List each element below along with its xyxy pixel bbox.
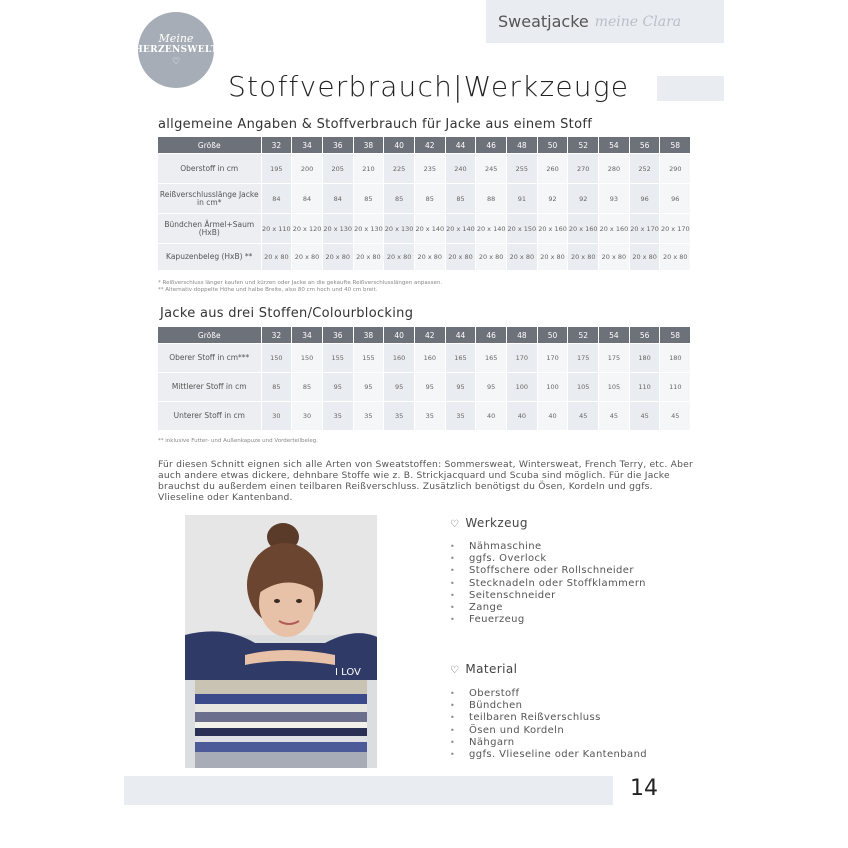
table-cell: 235: [414, 154, 445, 184]
footer-bar: [124, 776, 613, 805]
table-cell: 110: [660, 373, 691, 402]
list-item: • Nähgarn: [450, 737, 647, 749]
table-cell: 20 x 80: [445, 244, 476, 271]
table-cell: 20 x 160: [599, 214, 630, 244]
table-cell: 20 x 150: [507, 214, 538, 244]
size-column-header: 38: [353, 137, 384, 154]
table-cell: 100: [537, 373, 568, 402]
size-column-header: 36: [322, 137, 353, 154]
table-cell: 225: [384, 154, 415, 184]
table-cell: 95: [414, 373, 445, 402]
size-column-header: 50: [537, 137, 568, 154]
table-cell: 93: [599, 184, 630, 214]
fabric-table-colourblocking: [158, 327, 691, 431]
table-cell: 20 x 80: [322, 244, 353, 271]
table-cell: 155: [322, 344, 353, 373]
table2-title: Jacke aus drei Stoffen/Colourblocking: [160, 306, 414, 321]
material-heading: [450, 662, 517, 676]
row-label: Oberer Stoff in cm***: [158, 344, 261, 373]
row-label: Bündchen Ärmel+Saum (HxB): [158, 214, 261, 244]
table-cell: 45: [660, 402, 691, 431]
table-cell: 20 x 110: [261, 214, 292, 244]
table-cell: 35: [353, 402, 384, 431]
table-cell: 170: [507, 344, 538, 373]
table-cell: 20 x 170: [629, 214, 660, 244]
title-decor-box: [657, 76, 724, 101]
table-cell: 255: [507, 154, 538, 184]
table-cell: 45: [568, 402, 599, 431]
list-item: • Bündchen: [450, 700, 647, 712]
table-cell: 252: [629, 154, 660, 184]
table-cell: 95: [322, 373, 353, 402]
table-cell: 180: [629, 344, 660, 373]
table-cell: 96: [629, 184, 660, 214]
table-cell: 85: [261, 373, 292, 402]
row-label: Reißverschlusslänge Jacke in cm*: [158, 184, 261, 214]
table-cell: 40: [537, 402, 568, 431]
table-cell: 20 x 80: [537, 244, 568, 271]
table-cell: 20 x 80: [476, 244, 507, 271]
table1-note-2: ** Alternativ doppelte Höhe und halbe Breite, also 80 cm hoch und 40 cm breit.: [158, 287, 378, 293]
table-cell: 35: [445, 402, 476, 431]
list-item: • teilbaren Reißverschluss: [450, 712, 647, 724]
table-cell: 20 x 140: [476, 214, 507, 244]
size-column-header: 40: [384, 137, 415, 154]
table-cell: 85: [292, 373, 323, 402]
heart-icon: ♡: [450, 665, 460, 676]
list-item: • Zange: [450, 602, 646, 614]
row-label: Oberstoff in cm: [158, 154, 261, 184]
model-photo: [185, 515, 377, 768]
list-item: • Seitenschneider: [450, 590, 646, 602]
table-cell: 100: [507, 373, 538, 402]
size-column-header: 58: [660, 137, 691, 154]
table-row: [158, 154, 691, 184]
table-cell: 91: [507, 184, 538, 214]
table-cell: 160: [414, 344, 445, 373]
size-column-header: 56: [629, 327, 660, 344]
list-item: • Oberstoff: [450, 688, 647, 700]
header-script-subtitle: meine Clara: [594, 13, 682, 30]
table-row: [158, 373, 691, 402]
table-cell: 150: [292, 344, 323, 373]
shirt-text: I LOV: [335, 667, 361, 678]
size-column-header: 56: [629, 137, 660, 154]
list-item: • Ösen und Kordeln: [450, 725, 647, 737]
material-list: [450, 688, 647, 761]
table-cell: 85: [384, 184, 415, 214]
table-cell: 20 x 80: [353, 244, 384, 271]
table-cell: 280: [599, 154, 630, 184]
table-cell: 85: [445, 184, 476, 214]
table-cell: 245: [476, 154, 507, 184]
fabric-description: Für diesen Schnitt eignen sich alle Arten von Sweatstoffen: Sommersweat, Wintersweat, French Terry, etc. Aber auch andere etwas dickere, dehnbare Stoffe wie z. B. Strickjacquard und Scuba sind möglich. Für die Jacke brauchst du außerdem einen teilbaren Reißverschluss. Zusätzlich benötigst du Ösen, Kordeln und ggfs. Vlieseline oder Kantenband.: [158, 459, 693, 503]
table-cell: 170: [537, 344, 568, 373]
table-cell: 160: [384, 344, 415, 373]
size-column-header: 54: [599, 137, 630, 154]
table-cell: 260: [537, 154, 568, 184]
page-title: Stoffverbrauch|Werkzeuge: [228, 70, 630, 103]
table-cell: 92: [568, 184, 599, 214]
table-cell: 205: [322, 154, 353, 184]
size-column-header: 46: [476, 137, 507, 154]
table-row: [158, 184, 691, 214]
table-cell: 105: [568, 373, 599, 402]
table-cell: 40: [476, 402, 507, 431]
size-column-header: 46: [476, 327, 507, 344]
size-column-header: 44: [445, 137, 476, 154]
table-cell: 150: [261, 344, 292, 373]
table-cell: 20 x 140: [445, 214, 476, 244]
table-cell: 165: [445, 344, 476, 373]
table-cell: 20 x 160: [537, 214, 568, 244]
table-cell: 88: [476, 184, 507, 214]
table-cell: 210: [353, 154, 384, 184]
table-cell: 35: [322, 402, 353, 431]
table-cell: 110: [629, 373, 660, 402]
werkzeug-list: [450, 541, 646, 626]
werkzeug-heading: [450, 516, 528, 530]
table-cell: 105: [599, 373, 630, 402]
table-cell: 20 x 80: [599, 244, 630, 271]
table-cell: 20 x 80: [507, 244, 538, 271]
page-number: 14: [630, 776, 658, 801]
table-cell: 84: [292, 184, 323, 214]
table-cell: 20 x 170: [660, 214, 691, 244]
table-row: [158, 214, 691, 244]
table-cell: 35: [414, 402, 445, 431]
table2-note: ** inklusive Futter- und Außenkapuze und Vorderteilbeleg.: [158, 438, 319, 444]
table-cell: 95: [353, 373, 384, 402]
size-header-label: Größe: [158, 137, 261, 154]
table-cell: 200: [292, 154, 323, 184]
table-cell: 30: [261, 402, 292, 431]
size-column-header: 34: [292, 137, 323, 154]
table-cell: 35: [384, 402, 415, 431]
header-title-box: [486, 0, 724, 43]
size-column-header: 58: [660, 327, 691, 344]
size-column-header: 32: [261, 327, 292, 344]
table-cell: 20 x 130: [353, 214, 384, 244]
size-column-header: 36: [322, 327, 353, 344]
table-cell: 270: [568, 154, 599, 184]
size-column-header: 50: [537, 327, 568, 344]
table-cell: 165: [476, 344, 507, 373]
row-label: Unterer Stoff in cm: [158, 402, 261, 431]
row-label: Mittlerer Stoff in cm: [158, 373, 261, 402]
table-cell: 95: [476, 373, 507, 402]
table-cell: 20 x 130: [322, 214, 353, 244]
table-cell: 290: [660, 154, 691, 184]
logo-text-line2: HERZENSWELT: [134, 45, 218, 55]
table-row: [158, 344, 691, 373]
size-column-header: 38: [353, 327, 384, 344]
table-cell: 92: [537, 184, 568, 214]
size-column-header: 42: [414, 137, 445, 154]
table-cell: 20 x 80: [292, 244, 323, 271]
list-item: • Stoffschere oder Rollschneider: [450, 565, 646, 577]
table-cell: 20 x 160: [568, 214, 599, 244]
size-column-header: 48: [507, 327, 538, 344]
table-cell: 20 x 130: [384, 214, 415, 244]
header-title: Sweatjacke: [498, 12, 589, 31]
table-cell: 85: [414, 184, 445, 214]
table-cell: 84: [261, 184, 292, 214]
table-row: [158, 244, 691, 271]
size-column-header: 54: [599, 327, 630, 344]
size-header-label: Größe: [158, 327, 261, 344]
logo-heart-icon: ♡: [171, 57, 181, 67]
size-column-header: 52: [568, 327, 599, 344]
size-column-header: 52: [568, 137, 599, 154]
list-item: • Nähmaschine: [450, 541, 646, 553]
brand-logo: [134, 12, 218, 88]
table1-title: allgemeine Angaben & Stoffverbrauch für Jacke aus einem Stoff: [158, 117, 593, 132]
table-cell: 96: [660, 184, 691, 214]
table1-note-1: * Reißverschluss länger kaufen und kürzen oder Jacke an die gekaufte Reißverschlusslängen anpassen.: [158, 280, 443, 286]
table-cell: 180: [660, 344, 691, 373]
table-cell: 95: [384, 373, 415, 402]
table-cell: 20 x 80: [660, 244, 691, 271]
size-column-header: 32: [261, 137, 292, 154]
table-cell: 20 x 80: [629, 244, 660, 271]
table-cell: 155: [353, 344, 384, 373]
table-cell: 45: [629, 402, 660, 431]
size-column-header: 48: [507, 137, 538, 154]
heart-icon: ♡: [450, 519, 460, 530]
table-cell: 175: [568, 344, 599, 373]
werkzeug-title: Werkzeug: [465, 516, 528, 530]
table-cell: 175: [599, 344, 630, 373]
list-item: • ggfs. Vlieseline oder Kantenband: [450, 749, 647, 761]
table-cell: 40: [507, 402, 538, 431]
table-row: [158, 402, 691, 431]
table-cell: 85: [353, 184, 384, 214]
material-title: Material: [465, 662, 518, 676]
table-cell: 20 x 80: [568, 244, 599, 271]
row-label: Kapuzenbeleg (HxB) **: [158, 244, 261, 271]
table-cell: 30: [292, 402, 323, 431]
table-cell: 20 x 140: [414, 214, 445, 244]
table-cell: 20 x 120: [292, 214, 323, 244]
table-cell: 45: [599, 402, 630, 431]
table-cell: 20 x 80: [414, 244, 445, 271]
table-cell: 84: [322, 184, 353, 214]
table-cell: 95: [445, 373, 476, 402]
fabric-table-single: [158, 137, 691, 271]
table-cell: 240: [445, 154, 476, 184]
list-item: • Stecknadeln oder Stoffklammern: [450, 578, 646, 590]
logo-text-line1: Meine: [158, 32, 194, 45]
list-item: • Feuerzeug: [450, 614, 646, 626]
list-item: • ggfs. Overlock: [450, 553, 646, 565]
size-column-header: 44: [445, 327, 476, 344]
table-cell: 20 x 80: [384, 244, 415, 271]
size-column-header: 42: [414, 327, 445, 344]
size-column-header: 34: [292, 327, 323, 344]
table-cell: 20 x 80: [261, 244, 292, 271]
table-cell: 195: [261, 154, 292, 184]
size-column-header: 40: [384, 327, 415, 344]
